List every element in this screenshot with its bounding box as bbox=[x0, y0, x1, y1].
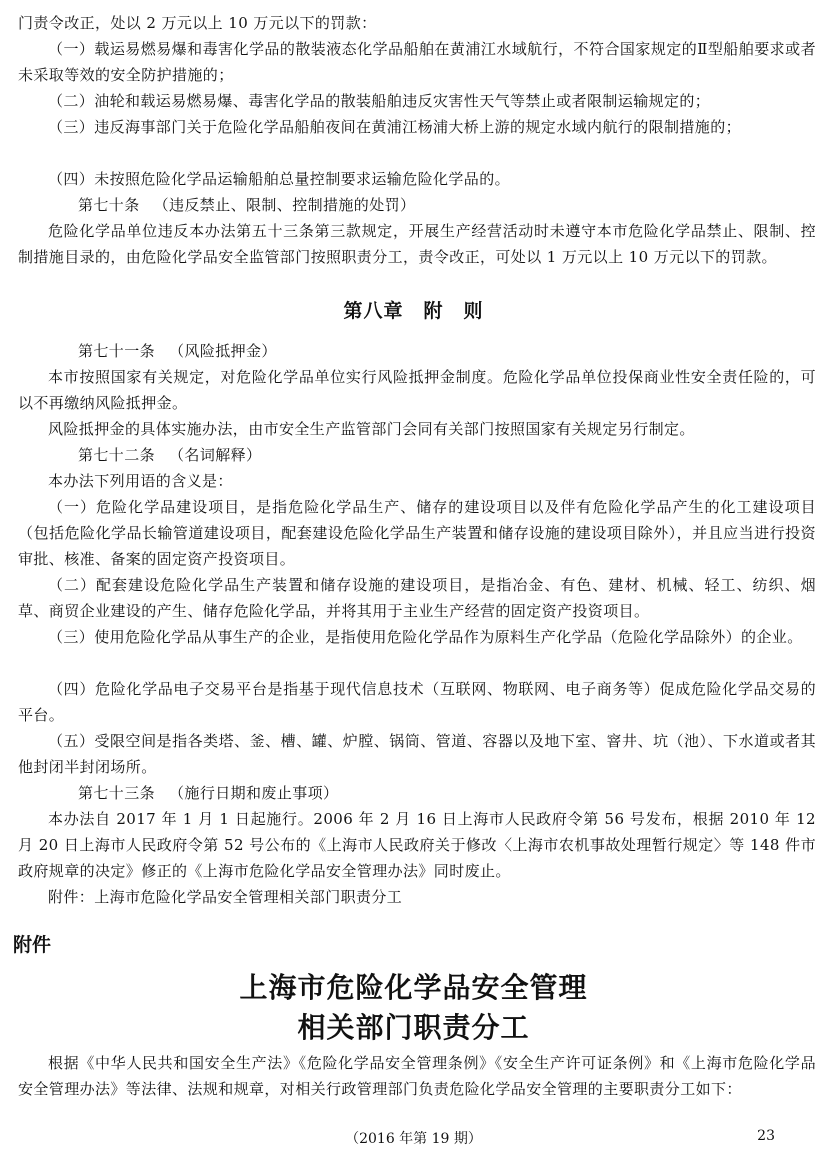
paragraph-item-4: （四）未按照危险化学品运输船舶总量控制要求运输危险化学品的。 bbox=[48, 170, 511, 188]
article-73-body: 本办法自 2017 年 1 月 1 日起施行。2006 年 2 月 16 日上海市人民政府令第 56 号发布，根据 2010 年 12 月 20 日上海市人民政府令第 52 号公布的《上海市人民政府关于修改〈上海市农机事故处理暂行规定〉等 148 件市政府规章的决定》修正的《上海市危险化学品安全管理办法》同时废止。 bbox=[18, 810, 816, 880]
paragraph-item-1: （一）载运易燃易爆和毒害化学品的散装液态化学品船舶在黄浦江水域航行，不符合国家规定的Ⅱ型船舶要求或者未采取等效的安全防护措施的； bbox=[18, 40, 816, 84]
article-72-item-2: （二）配套建设危险化学品生产装置和储存设施的建设项目，是指冶金、有色、建材、机械、轻工、纺织、烟草、商贸企业建设的产生、储存危险化学品，并将其用于主业生产经营的固定资产投资项目。 bbox=[18, 576, 816, 620]
paragraph-continuation: 门责令改正，处以 2 万元以上 10 万元以下的罚款： bbox=[18, 14, 377, 32]
paragraph-item-2: （二）油轮和载运易燃易爆、毒害化学品的散装船舶违反灾害性天气等禁止或者限制运输规定的； bbox=[48, 92, 711, 110]
article-73-title: （施行日期和废止事项） bbox=[169, 784, 339, 802]
paragraph-item-3: （三）违反海事部门关于危险化学品船舶夜间在黄浦江杨浦大桥上游的规定水域内航行的限制措施的； bbox=[48, 118, 742, 136]
chapter-8-title: 第八章 附 则 bbox=[343, 300, 484, 322]
article-72-item-3: （三）使用危险化学品从事生产的企业，是指使用危险化学品作为原料生产化学品（危险化学品除外）的企业。 bbox=[48, 628, 803, 646]
article-70-body: 危险化学品单位违反本办法第五十三条第三款规定，开展生产经营活动时未遵守本市危险化学品禁止、限制、控制措施目录的，由危险化学品安全监管部门按照职责分工，责令改正，可处以 1 万元以上 10 万元以下的罚款。 bbox=[18, 222, 816, 266]
article-70-title: （违反禁止、限制、控制措施的处罚） bbox=[153, 196, 416, 214]
article-71-body-2: 风险抵押金的具体实施办法，由市安全生产监管部门会同有关部门按照国家有关规定另行制定。 bbox=[48, 420, 695, 438]
annex-title-line-1: 上海市危险化学品安全管理 bbox=[239, 971, 588, 1004]
article-71-number: 第七十一条 bbox=[78, 342, 156, 360]
article-71-heading bbox=[18, 338, 816, 364]
article-72-item-1: （一）危险化学品建设项目，是指危险化学品生产、储存的建设项目以及伴有危险化学品产生的化工建设项目（包括危险化学品长输管道建设项目，配套建设危险化学品生产装置和储存设施的建设项目除外），并且应当进行投资审批、核准、备案的固定资产投资项目。 bbox=[18, 498, 816, 568]
page-number: 23 bbox=[757, 1128, 775, 1144]
annex-intro: 根据《中华人民共和国安全生产法》《危险化学品安全管理条例》《安全生产许可证条例》和《上海市危险化学品安全管理办法》等法律、法规和规章，对相关行政管理部门负责危险化学品安全管理的主要职责分工如下： bbox=[18, 1054, 816, 1098]
article-72-number: 第七十二条 bbox=[78, 446, 156, 464]
article-72-item-5: （五）受限空间是指各类塔、釜、槽、罐、炉膛、锅筒、管道、容器以及地下室、窨井、坑（池）、下水道或者其他封闭半封闭场所。 bbox=[18, 732, 816, 776]
annex-title-line-2: 相关部门职责分工 bbox=[297, 1011, 530, 1044]
article-72-heading bbox=[18, 442, 816, 468]
article-73-heading bbox=[18, 780, 816, 806]
article-70-number: 第七十条 bbox=[78, 196, 140, 214]
article-71-title: （风险抵押金） bbox=[169, 342, 277, 360]
footer-issue: （2016 年第 19 期） bbox=[345, 1131, 482, 1147]
article-70-heading bbox=[18, 192, 816, 218]
article-72-item-4: （四）危险化学品电子交易平台是指基于现代信息技术（互联网、物联网、电子商务等）促成危险化学品交易的平台。 bbox=[18, 680, 816, 724]
article-71-body-1: 本市按照国家有关规定，对危险化学品单位实行风险抵押金制度。危险化学品单位投保商业性安全责任险的，可以不再缴纳风险抵押金。 bbox=[18, 368, 816, 412]
article-73-number: 第七十三条 bbox=[78, 784, 156, 802]
article-72-title: （名词解释） bbox=[169, 446, 262, 464]
article-72-intro: 本办法下列用语的含义是： bbox=[48, 472, 233, 490]
attachment-note: 附件：上海市危险化学品安全管理相关部门职责分工 bbox=[48, 888, 403, 906]
annex-label: 附件 bbox=[13, 934, 52, 956]
